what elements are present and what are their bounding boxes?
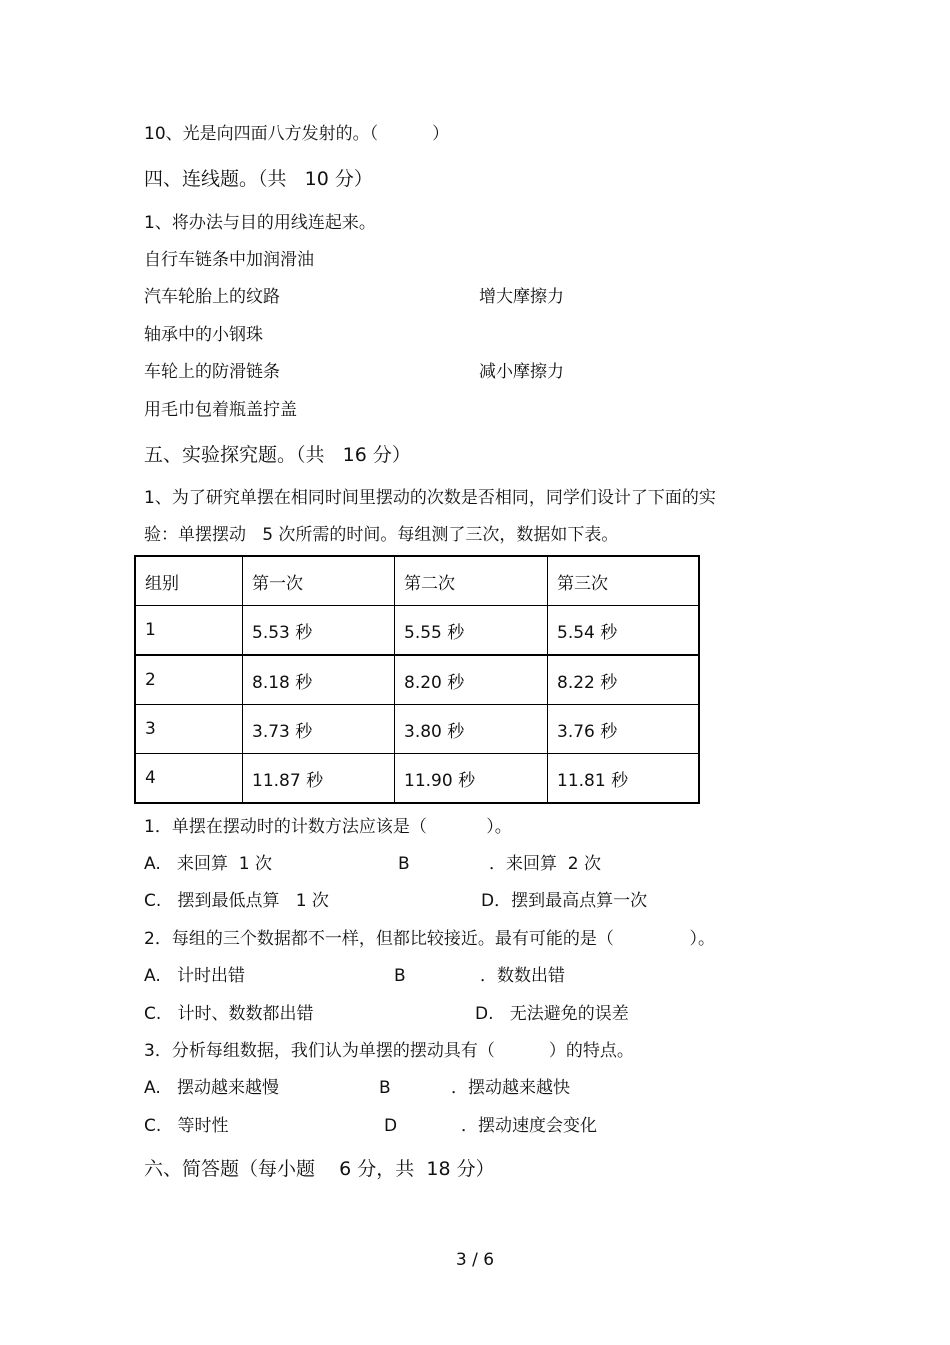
left-item-1: 自行车链条中加润滑油: [144, 250, 314, 270]
mc-question-3-option-d-text: ．摆动速度会变化: [461, 1116, 597, 1136]
pendulum-data-table: [134, 555, 700, 804]
table-header: 第二次: [395, 556, 548, 606]
mc-question-2-option-c: C. 计时、数数都出错: [144, 1004, 314, 1024]
mc-question-1-option-b-letter: B: [398, 854, 410, 874]
table-cell: 8.22 秒: [548, 655, 700, 705]
page-number: 3 / 6: [455, 1250, 495, 1270]
table-cell: 5.55 秒: [395, 606, 548, 656]
mc-question-1-option-c: C. 摆到最低点算 1 次: [144, 891, 329, 911]
table-header-row: [135, 556, 699, 606]
mc-question-2-option-a: A. 计时出错: [144, 966, 245, 986]
section-4-question-1: 1、将办法与目的用线连起来。: [144, 213, 376, 233]
section-5-intro-line-2: 验：单摆摆动 5 次所需的时间。每组测了三次，数据如下表。: [144, 525, 619, 545]
mc-question-1-option-b-text: ．来回算 2 次: [489, 854, 602, 874]
table-cell: 3.73 秒: [243, 705, 395, 754]
table-cell: 2: [135, 655, 243, 705]
mc-question-2-stem: 2．每组的三个数据都不一样，但都比较接近。最有可能的是（ ）。: [144, 929, 715, 949]
mc-question-3-option-a: A. 摆动越来越慢: [144, 1078, 279, 1098]
section-6-heading: 六、简答题（每小题 6 分，共 18 分）: [144, 1158, 495, 1180]
right-item-2: 减小摩擦力: [479, 362, 564, 382]
table-cell: 11.87 秒: [243, 754, 395, 804]
left-item-5: 用毛巾包着瓶盖拧盖: [144, 400, 297, 420]
table-row: [135, 606, 699, 656]
mc-question-2-option-d: D. 无法避免的误差: [475, 1004, 629, 1024]
mc-question-3-stem: 3．分析每组数据，我们认为单摆的摆动具有（ ）的特点。: [144, 1041, 634, 1061]
table-cell: 1: [135, 606, 243, 656]
table-row: [135, 754, 699, 804]
question-10: 10、光是向四面八方发射的。（ ）: [144, 124, 450, 144]
table-cell: 8.18 秒: [243, 655, 395, 705]
mc-question-3-option-d-letter: D: [384, 1116, 398, 1136]
right-item-1: 增大摩擦力: [479, 287, 564, 307]
mc-question-1-option-d: D．摆到最高点算一次: [481, 891, 648, 911]
table-cell: 3.80 秒: [395, 705, 548, 754]
table-cell: 11.81 秒: [548, 754, 700, 804]
mc-question-2-option-b-text: ．数数出错: [480, 966, 565, 986]
left-item-4: 车轮上的防滑链条: [144, 362, 280, 382]
table-cell: 11.90 秒: [395, 754, 548, 804]
table-cell: 4: [135, 754, 243, 804]
mc-question-1-option-a: A. 来回算 1 次: [144, 854, 272, 874]
table-header: 组别: [135, 556, 243, 606]
table-cell: 3.76 秒: [548, 705, 700, 754]
mc-question-3-option-b-letter: B: [379, 1078, 391, 1098]
table-row: [135, 705, 699, 754]
mc-question-3-option-b-text: ．摆动越来越快: [451, 1078, 570, 1098]
left-item-2: 汽车轮胎上的纹路: [144, 287, 280, 307]
table-cell: 3: [135, 705, 243, 754]
table-cell: 5.53 秒: [243, 606, 395, 656]
mc-question-2-option-b-letter: B: [394, 966, 406, 986]
section-5-intro-line-1: 1、为了研究单摆在相同时间里摆动的次数是否相同，同学们设计了下面的实: [144, 488, 716, 508]
table-cell: 5.54 秒: [548, 606, 700, 656]
section-5-heading: 五、实验探究题。（共 16 分）: [144, 444, 411, 466]
mc-question-1-stem: 1．单摆在摆动时的计数方法应该是（ ）。: [144, 817, 512, 837]
left-item-3: 轴承中的小钢珠: [144, 325, 263, 345]
section-4-heading: 四、连线题。（共 10 分）: [144, 168, 373, 190]
mc-question-3-option-c: C. 等时性: [144, 1116, 229, 1136]
table-cell: 8.20 秒: [395, 655, 548, 705]
table-header: 第三次: [548, 556, 700, 606]
table-header: 第一次: [243, 556, 395, 606]
table-row: [135, 655, 699, 705]
